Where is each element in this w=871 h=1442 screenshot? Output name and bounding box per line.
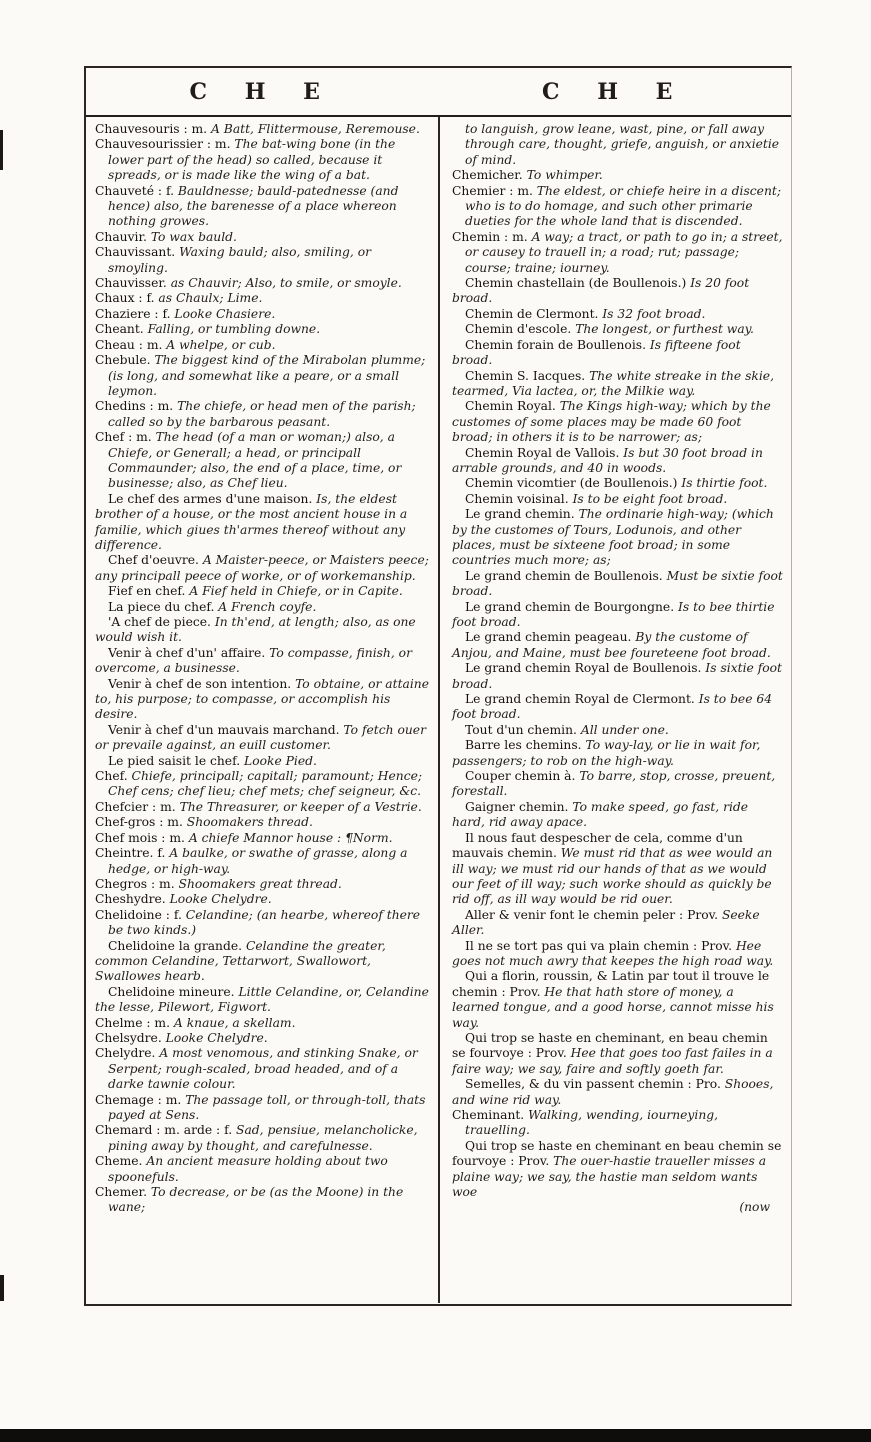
- dictionary-entry: [95, 908, 432, 939]
- dictionary-entry: [452, 939, 784, 970]
- definition: The ouer-hastie traueller misses a plaine way; we say, the hastie man seldom wants woe: [452, 1154, 767, 1200]
- dictionary-entry: [452, 492, 784, 507]
- headword: Chef-gros : m.: [95, 815, 187, 830]
- headword: Chemer.: [95, 1185, 151, 1200]
- dictionary-entry: [452, 800, 784, 831]
- definition: A Maister-peece, or Maisters peece; any principall peece of worke, or of workemanship.: [95, 553, 429, 583]
- dictionary-entry: [452, 769, 784, 800]
- definition: Celandine the greater, common Celandine, Tettarwort, Swallowort, Swallowes hearb.: [95, 938, 386, 984]
- headword: Cheshydre.: [95, 892, 170, 907]
- definition: Walking, wending, iourneying, trauelling.: [465, 1108, 719, 1138]
- definition: To barre, stop, crosse, preuent, forestall.: [452, 769, 776, 799]
- dictionary-entry: [452, 630, 784, 661]
- headword: Chemin Royal de Vallois.: [465, 445, 624, 460]
- definition: To wax bauld.: [150, 229, 237, 244]
- dictionary-entry: [95, 985, 432, 1016]
- headword: Gaigner chemin.: [465, 799, 573, 814]
- definition: Shoomakers great thread.: [178, 876, 342, 891]
- headword: Chauvisser.: [95, 276, 171, 291]
- dictionary-entry: [95, 1031, 432, 1046]
- headword: Venir à chef d'un mauvais marchand.: [108, 722, 344, 737]
- definition: Chiefe, principall; capitall; paramount; Hence; Chef cens; chef lieu; chef mets; chef seigneur, &c.: [108, 769, 423, 799]
- dictionary-entry: [95, 1093, 432, 1124]
- dictionary-entry: [95, 939, 432, 985]
- definition: The Threasurer, or keeper of a Vestrie.: [179, 799, 422, 814]
- definition: Shooes, and wine rid way.: [452, 1077, 774, 1107]
- definition: Seeke Aller.: [452, 907, 760, 938]
- definition: He that hath store of money, a learned tongue, and a good horse, cannot misse his way.: [452, 984, 774, 1030]
- dictionary-entry: [95, 430, 432, 492]
- definition: The biggest kind of the Mirabolan plumme; (is long, and somewhat like a peare, or a small leymon.: [108, 353, 426, 398]
- headword: La piece du chef.: [108, 599, 219, 614]
- headword: Chef.: [95, 769, 132, 784]
- dictionary-entry: [452, 322, 784, 337]
- dictionary-column-right: [440, 117, 790, 1303]
- dictionary-entry: [452, 738, 784, 769]
- headword: Chauvesouris : m.: [95, 122, 211, 136]
- dictionary-entry: [95, 677, 432, 723]
- headword: Chauvissant.: [95, 245, 180, 260]
- headword: Chemard : m. arde : f.: [95, 1123, 237, 1138]
- dictionary-entry: [95, 877, 432, 892]
- dictionary-entry: [95, 492, 432, 554]
- dictionary-entry: [452, 399, 784, 445]
- headword: Chauvesourissier : m.: [95, 137, 235, 152]
- headword: Chelydre.: [95, 1046, 160, 1061]
- dictionary-entry: [95, 399, 432, 430]
- header-left-half: [86, 79, 439, 105]
- definition: Looke Chasiere.: [174, 306, 276, 321]
- definition: The ordinarie high-way; (which by the customes of Tours, Lodunois, and other places, must be sixteene foot broad; in some countries much more; as;: [452, 507, 774, 568]
- headword: Le grand chemin Royal de Boullenois.: [465, 661, 706, 676]
- dictionary-entry: [95, 1123, 432, 1154]
- headword: Chauveté : f.: [95, 183, 178, 198]
- dictionary-entry: [95, 291, 432, 306]
- headword: Chemage : m.: [95, 1092, 186, 1107]
- dictionary-entry: [95, 322, 432, 337]
- dictionary-entry: [95, 137, 432, 183]
- headword: 'A chef de piece.: [108, 615, 215, 629]
- definition: Little Celandine, or, Celandine the lesse, Pilewort, Figwort.: [95, 984, 429, 1015]
- definition: Is sixtie foot broad.: [452, 661, 782, 691]
- headword: Venir à chef de son intention.: [108, 676, 296, 691]
- headword: Il nous faut despescher de cela, comme d'un mauvais chemin.: [452, 830, 743, 861]
- headword: Chemin voisinal.: [465, 491, 573, 506]
- dictionary-entry: [452, 831, 784, 908]
- definition: The Kings high-way; which by the customes of some places may be made 60 foot broad; in others it is to be narrower; as;: [452, 399, 771, 445]
- headword: Chelme : m.: [95, 1015, 174, 1030]
- headword: Chelidoine mineure.: [108, 984, 239, 999]
- definition: Is fifteene foot broad.: [452, 337, 741, 368]
- headword: Chelidoine la grande.: [108, 938, 246, 953]
- headword: Cheintre. f.: [95, 846, 170, 861]
- dictionary-entry: [95, 1046, 432, 1092]
- definition: Looke Pied.: [244, 753, 317, 768]
- headword: Le grand chemin de Bourgongne.: [465, 599, 679, 614]
- definition: A way; a tract, or path to go in; a street, or causey to trauell in; a road; rut; passage; course; traine; iourney.: [465, 229, 783, 275]
- dictionary-entry: [95, 307, 432, 322]
- dictionary-entry: [95, 800, 432, 815]
- dictionary-entry: [452, 168, 784, 183]
- definition: Shoomakers thread.: [186, 815, 313, 830]
- definition: Is to bee 64 foot broad.: [452, 692, 773, 722]
- headword: Chemier : m.: [452, 183, 537, 198]
- dictionary-entry: [95, 646, 432, 677]
- definition: The passage toll, or through-toll, thats payed at Sens.: [108, 1092, 426, 1122]
- definition: The eldest, or chiefe heire in a discent; who is to do homage, and such other primarie dueties for the whole land that is discended.: [465, 183, 781, 229]
- headword: Chedins : m.: [95, 399, 178, 414]
- headword: Chemin forain de Boullenois.: [465, 337, 650, 352]
- dictionary-entry: [95, 553, 432, 584]
- definition: The chiefe, or head men of the parish; called so by the barbarous peasant.: [108, 399, 416, 429]
- dictionary-entry: [452, 184, 784, 230]
- headword: Chauvir.: [95, 229, 151, 244]
- headword: Chemin S. Iacques.: [465, 368, 590, 383]
- definition: To compasse, finish, or overcome, a businesse.: [95, 645, 412, 676]
- headword: Chemin chastellain (de Boullenois.): [465, 276, 691, 291]
- dictionary-entry: [452, 969, 784, 1031]
- headword: Chelsydre.: [95, 1030, 166, 1045]
- definition: To decrease, or be (as the Moone) in the wane;: [108, 1185, 404, 1215]
- definition: A most venomous, and stinking Snake, or Serpent; rough-scaled, broad headed, and of a darke tawnie colour.: [108, 1046, 418, 1092]
- headword: Qui trop se haste en cheminant en beau chemin se fourvoye : Prov.: [452, 1138, 782, 1169]
- definition: The bat-wing bone (in the lower part of the head) so called, because it spreads, or is made like the wing of a bat.: [108, 137, 396, 183]
- dictionary-entry: [452, 507, 784, 569]
- dictionary-entry: [95, 754, 432, 769]
- dictionary-entry: [95, 831, 432, 846]
- headword: Cheminant.: [452, 1108, 529, 1122]
- headword: Chebule.: [95, 353, 155, 368]
- dictionary-entry: [452, 1077, 784, 1108]
- headword: Le grand chemin.: [465, 507, 579, 522]
- dictionary-entry: [95, 122, 432, 137]
- dictionary-entry: [452, 569, 784, 600]
- headword: Fief en chef.: [108, 584, 190, 599]
- dictionary-entry: [452, 276, 784, 307]
- catchword: (now: [739, 1200, 770, 1215]
- dictionary-entry: [95, 769, 432, 800]
- headword: Le grand chemin peageau.: [465, 630, 636, 645]
- text-columns: [86, 117, 791, 1303]
- dictionary-column-left: [86, 117, 440, 1303]
- dictionary-entry: [452, 1139, 784, 1201]
- definition: To make speed, go fast, ride hard, rid away apace.: [452, 799, 749, 830]
- definition: To fetch ouer or prevaile against, an euill customer.: [95, 722, 426, 753]
- dictionary-entry: [95, 1016, 432, 1031]
- dictionary-entry: [95, 245, 432, 276]
- headword: Venir à chef d'un' affaire.: [108, 645, 270, 660]
- headword: Cheant.: [95, 322, 148, 337]
- headword: Qui trop se haste en cheminant, en beau chemin se fourvoye : Prov.: [452, 1030, 768, 1061]
- headword: Qui a florin, roussin, & Latin par tout il trouve le chemin : Prov.: [452, 969, 770, 999]
- definition: The longest, or furthest way.: [575, 322, 754, 337]
- definition: Celandine; (an hearbe, whereof there be two kinds.): [108, 907, 421, 938]
- entry-continuation: [452, 122, 784, 168]
- dictionary-entry: [95, 338, 432, 353]
- dictionary-entry: [452, 908, 784, 939]
- dictionary-entry: [95, 615, 432, 646]
- dictionary-entry: [95, 353, 432, 399]
- dictionary-entry: [95, 846, 432, 877]
- headword: Chegros : m.: [95, 876, 179, 891]
- definition: The white streake in the skie, tearmed, Via lactea, or, the Milkie way.: [452, 368, 774, 398]
- dictionary-entry: [452, 692, 784, 723]
- dictionary-entry: [95, 723, 432, 754]
- definition: Hee that goes too fast failes in a faire way; we say, faire and softly goeth far.: [452, 1046, 773, 1076]
- headword: Chefcier : m.: [95, 799, 180, 814]
- definition: as Chauvir; Also, to smile, or smoyle.: [170, 276, 402, 291]
- definition: By the custome of Anjou, and Maine, must bee foureteene foot broad.: [452, 630, 771, 660]
- headword: Chemicher.: [452, 168, 527, 183]
- definition: Looke Chelydre.: [165, 1030, 268, 1045]
- definition: Is to bee thirtie foot broad.: [452, 599, 775, 629]
- definition: Hee goes not much awry that keepes the high road way.: [452, 938, 774, 968]
- definition: Sad, pensiue, melancholicke, pining away by thought, and carefulnesse.: [108, 1123, 418, 1153]
- headword: Cheau : m.: [95, 337, 167, 352]
- headword: Chef : m.: [95, 430, 156, 445]
- dictionary-entry: [452, 476, 784, 491]
- dictionary-entry: [452, 338, 784, 369]
- dictionary-entry: [452, 600, 784, 631]
- dictionary-entry: [452, 1031, 784, 1077]
- definition: as Chaulx; Lime.: [158, 291, 263, 306]
- headword: Chelidoine : f.: [95, 907, 186, 922]
- headword: Le pied saisit le chef.: [108, 753, 245, 768]
- definition: Is thirtie foot.: [681, 476, 768, 491]
- definition: Falling, or tumbling downe.: [147, 322, 321, 337]
- dictionary-entry: [95, 230, 432, 245]
- header-right-half: [439, 79, 792, 105]
- headword: Le grand chemin de Boullenois.: [465, 568, 667, 583]
- definition: All under one.: [580, 722, 669, 737]
- dictionary-entry: [95, 815, 432, 830]
- definition: A chiefe Mannor house : ¶Norm.: [188, 830, 393, 845]
- page-header: [86, 68, 791, 117]
- dictionary-entry: [452, 661, 784, 692]
- definition: Is, the eldest brother of a house, or the most ancient house in a familie, which giues th'armes thereof without any difference.: [95, 491, 408, 552]
- dictionary-entry: [95, 584, 432, 599]
- definition: A knaue, a skellam.: [173, 1015, 296, 1030]
- headword: Chaziere : f.: [95, 306, 175, 321]
- dictionary-entry: [452, 723, 784, 738]
- dictionary-entry: [452, 230, 784, 276]
- headword: Barre les chemins.: [465, 738, 586, 753]
- definition: To obtaine, or attaine to, his purpose; to compasse, or accomplish his desire.: [95, 676, 429, 722]
- dictionary-entry: [95, 276, 432, 291]
- definition: A whelpe, or cub.: [166, 337, 276, 352]
- definition: A Fief held in Chiefe, or in Capite.: [189, 584, 403, 599]
- headword: Tout d'un chemin.: [465, 722, 581, 737]
- definition: A Batt, Flittermouse, Reremouse.: [211, 122, 420, 136]
- running-head-left: C H E: [189, 78, 335, 105]
- definition: Is to be eight foot broad.: [572, 491, 728, 506]
- definition: To way-lay, or lie in wait for, passengers; to rob on the high-way.: [452, 738, 761, 768]
- definition: Is but 30 foot broad in arrable grounds, and 40 in woods.: [452, 445, 763, 475]
- headword: Chemin Royal.: [465, 399, 560, 414]
- dictionary-entry: [95, 600, 432, 615]
- running-head-right: C H E: [542, 78, 688, 105]
- headword: Chemin : m.: [452, 229, 532, 244]
- dictionary-entry: [452, 446, 784, 477]
- definition: Waxing bauld; also, smiling, or smoyling.: [108, 245, 371, 275]
- scan-edge-mark-bottom: [0, 1275, 4, 1301]
- headword: Aller & venir font le chemin peler : Prov.: [465, 907, 722, 922]
- definition: Bauldnesse; bauld-patednesse (and hence) also, the barenesse of a place whereon nothing growes.: [108, 183, 399, 229]
- dictionary-entry: [452, 1108, 784, 1139]
- definition: Must be sixtie foot broad.: [452, 568, 783, 599]
- headword: Chemin de Clermont.: [465, 306, 603, 321]
- headword: Semelles, & du vin passent chemin : Pro.: [465, 1077, 725, 1092]
- headword: Le chef des armes d'une maison.: [108, 491, 317, 506]
- definition: Is 20 foot broad.: [452, 276, 750, 306]
- headword: Il ne se tort pas qui va plain chemin : Prov.: [465, 938, 736, 953]
- headword: Couper chemin à.: [465, 769, 580, 784]
- definition: An ancient measure holding about two spoonefuls.: [108, 1154, 388, 1184]
- headword: Chef d'oeuvre.: [108, 553, 203, 568]
- headword: Cheme.: [95, 1154, 147, 1169]
- headword: Chef mois : m.: [95, 830, 189, 845]
- definition: The head (of a man or woman;) also, a Chiefe, or Generall; a head, or principall Commaunder; also, the end of a place, time, or businesse; also, as Chef lieu.: [108, 430, 402, 491]
- definition: In th'end, at length; also, as one would wish it.: [95, 615, 416, 645]
- scan-edge-mark-top: [0, 130, 3, 170]
- dictionary-entry: [95, 892, 432, 907]
- dictionary-entry: [452, 369, 784, 400]
- page-edge-shadow: [0, 1429, 871, 1442]
- dictionary-entry: [452, 307, 784, 322]
- dictionary-entry: [95, 1185, 432, 1216]
- definition: A baulke, or swathe of grasse, along a hedge, or high-way.: [108, 846, 408, 876]
- headword: Le grand chemin Royal de Clermont.: [465, 692, 699, 707]
- headword: Chemin vicomtier (de Boullenois.): [465, 476, 682, 491]
- dictionary-entry: [95, 184, 432, 230]
- headword: Chaux : f.: [95, 291, 159, 306]
- definition: Is 32 foot broad.: [602, 306, 706, 321]
- definition: Looke Chelydre.: [169, 892, 272, 907]
- definition: To whimper.: [526, 168, 603, 183]
- definition: to languish, grow leane, wast, pine, or fall away through care, thought, griefe, anguish, or anxietie of mind.: [465, 122, 780, 167]
- definition: A French coyfe.: [218, 599, 317, 614]
- headword: Chemin d'escole.: [465, 322, 576, 337]
- page-frame: [84, 66, 792, 1306]
- definition: We must rid that as wee would an ill way; we must rid our hands of that as we would our feet of ill way; such worke should as quickly be rid off, as ill way would be rid ouer.: [452, 846, 773, 907]
- dictionary-entry: [95, 1154, 432, 1185]
